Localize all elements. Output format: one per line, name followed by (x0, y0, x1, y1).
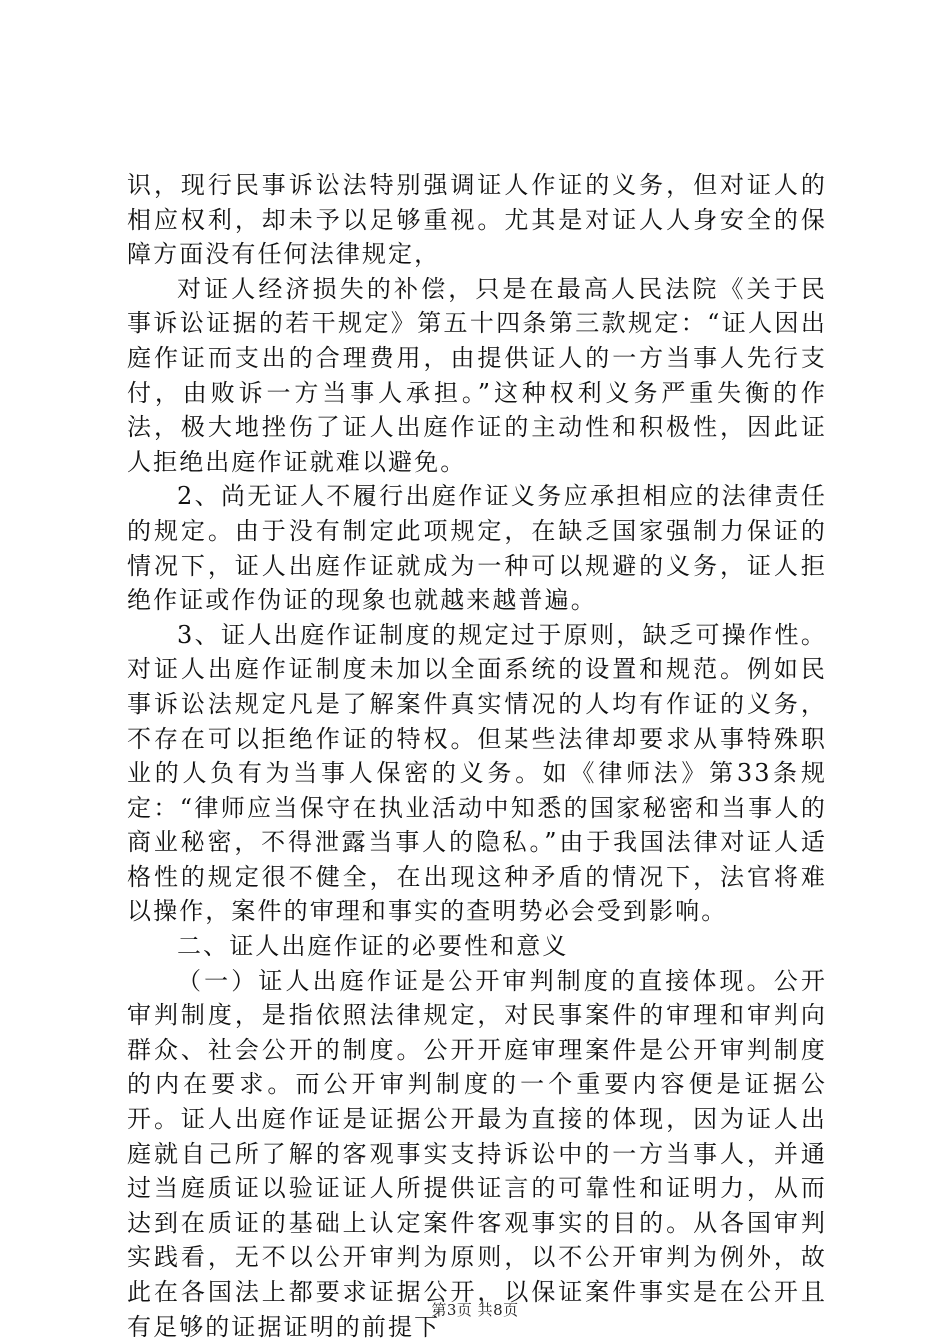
paragraph-2: 对证人经济损失的补偿，只是在最高人民法院《关于民事诉讼证据的若干规定》第五十四条第三款规定：“证人因出庭作证而支出的合理费用，由提供证人的一方当事人先行支付，由败诉一方当事人承担。”这种权利义务严重失衡的作法，极大地挫伤了证人出庭作证的主动性和积极性，因此证人拒绝出庭作证就难以避免。 (127, 274, 827, 476)
paragraph-1: 识，现行民事诉讼法特别强调证人作证的义务，但对证人的相应权利，却未予以足够重视。尤其是对证人人身安全的保障方面没有任何法律规定， (127, 171, 827, 269)
page-number-footer: 第3页 共8页 (431, 1301, 519, 1319)
paragraph-3: 2、尚无证人不履行出庭作证义务应承担相应的法律责任的规定。由于没有制定此项规定，在缺乏国家强制力保证的情况下，证人出庭作证就成为一种可以规避的义务，证人拒绝作证或作伪证的现象也就越来越普遍。 (127, 482, 827, 615)
section-heading: 二、证人出庭作证的必要性和意义 (177, 932, 569, 961)
paragraph-5: （一）证人出庭作证是公开审判制度的直接体现。公开审判制度，是指依照法律规定，对民事案件的审理和审判向群众、社会公开的制度。公开开庭审理案件是公开审判制度的内在要求。而公开审判制度的一个重要内容便是证据公开。证人出庭作证是证据公开最为直接的体现，因为证人出庭就自己所了解的客观事实支持诉讼中的一方当事人，并通过当庭质证以验证证人所提供证言的可靠性和证明力，从而达到在质证的基础上认定案件客观事实的目的。从各国审判实践看，无不以公开审判为原则，以不公开审判为例外，故此在各国法上都要求证据公开，以保证案件事实是在公开且有足够的证据证明的前提下 (127, 966, 827, 1341)
paragraph-4: 3、证人出庭作证制度的规定过于原则，缺乏可操作性。对证人出庭作证制度未加以全面系统的设置和规范。例如民事诉讼法规定凡是了解案件真实情况的人均有作证的义务，不存在可以拒绝作证的特权。但某些法律却要求从事特殊职业的人负有为当事人保密的义务。如《律师法》第33条规定：“律师应当保守在执业活动中知悉的国家秘密和当事人的商业秘密，不得泄露当事人的隐私。”由于我国法律对证人适格性的规定很不健全，在出现这种矛盾的情况下，法官将难以操作，案件的审理和事实的查明势必会受到影响。 (127, 620, 827, 926)
document-body (127, 168, 827, 1344)
